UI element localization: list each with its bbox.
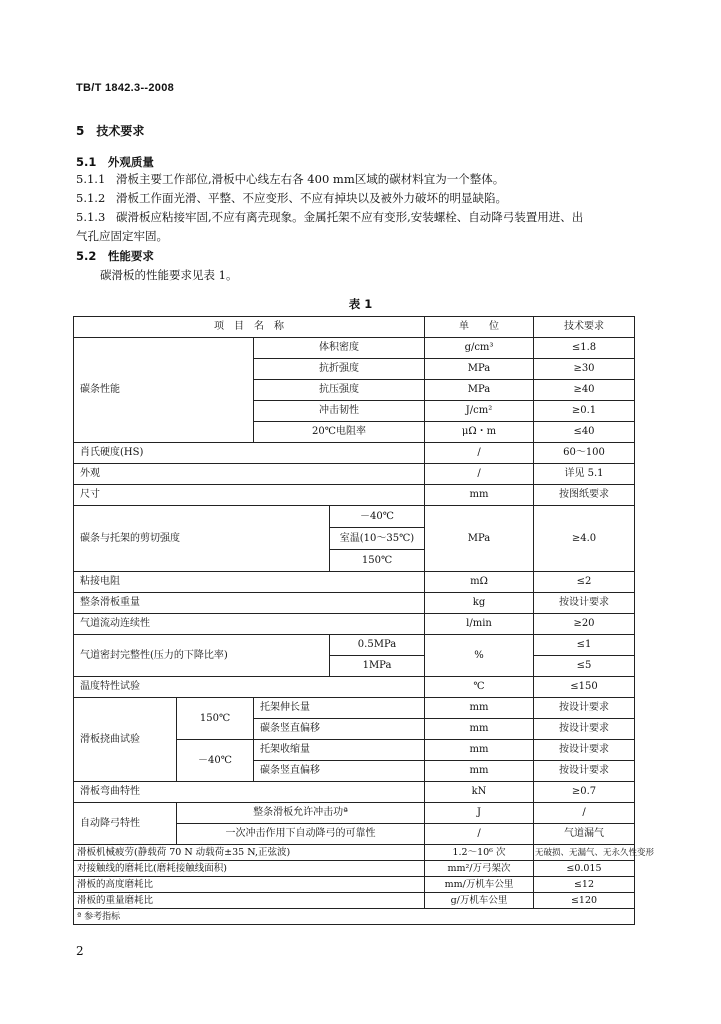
row-unit: mm/万机车公里 bbox=[425, 877, 534, 893]
clause-5-1-3 bbox=[76, 208, 666, 227]
row-unit: J bbox=[425, 803, 534, 824]
row-req: ≤120 bbox=[534, 893, 635, 909]
table-row bbox=[74, 572, 635, 593]
row-condition: 0.5MPa bbox=[330, 635, 425, 656]
row-name: 整条滑板重量 bbox=[74, 593, 425, 614]
row-req: 详见 5.1 bbox=[534, 464, 635, 485]
row-unit: l/min bbox=[425, 614, 534, 635]
table-row bbox=[74, 845, 635, 861]
table-header-row bbox=[74, 317, 635, 338]
row-unit: mm bbox=[425, 761, 534, 782]
row-name: 滑板弯曲特性 bbox=[74, 782, 425, 803]
header-unit: 单 位 bbox=[425, 317, 534, 338]
row-name: 滑板挠曲试验 bbox=[74, 698, 177, 782]
row-name: 粘接电阻 bbox=[74, 572, 425, 593]
clause-5-1-2 bbox=[76, 189, 656, 208]
table-footnote-row bbox=[74, 909, 635, 925]
row-name: 20℃电阻率 bbox=[254, 422, 425, 443]
row-req: ≤2 bbox=[534, 572, 635, 593]
row-condition: －40℃ bbox=[330, 506, 425, 528]
row-req: 按设计要求 bbox=[534, 761, 635, 782]
row-req: 按设计要求 bbox=[534, 719, 635, 740]
clause-5-1-1 bbox=[76, 170, 656, 189]
row-subname: 托架收缩量 bbox=[254, 740, 425, 761]
row-condition: 150℃ bbox=[330, 550, 425, 572]
row-condition: 室温(10～35℃) bbox=[330, 528, 425, 550]
row-req: 按设计要求 bbox=[534, 593, 635, 614]
row-name: 抗压强度 bbox=[254, 380, 425, 401]
row-req: 按设计要求 bbox=[534, 698, 635, 719]
header-requirement: 技术要求 bbox=[534, 317, 635, 338]
row-temperature: 150℃ bbox=[177, 698, 254, 740]
row-req: ≥0.7 bbox=[534, 782, 635, 803]
row-unit: MPa bbox=[425, 506, 534, 572]
row-name: 气道密封完整性(压力的下降比率) bbox=[74, 635, 330, 677]
row-unit: MPa bbox=[425, 380, 534, 401]
row-unit: / bbox=[425, 443, 534, 464]
row-temperature: －40℃ bbox=[177, 740, 254, 782]
row-req: ≥20 bbox=[534, 614, 635, 635]
row-subname: 整条滑板允许冲击功ª bbox=[177, 803, 425, 824]
row-req: 60～100 bbox=[534, 443, 635, 464]
row-unit: / bbox=[425, 464, 534, 485]
row-req: 气道漏气 bbox=[534, 824, 635, 845]
row-name: 自动降弓特性 bbox=[74, 803, 177, 845]
table-row bbox=[74, 464, 635, 485]
row-req: ≥30 bbox=[534, 359, 635, 380]
row-unit: 1.2～10⁶ 次 bbox=[425, 845, 534, 861]
table-row bbox=[74, 698, 635, 719]
table-row bbox=[74, 338, 635, 359]
row-subname: 一次冲击作用下自动降弓的可靠性 bbox=[177, 824, 425, 845]
row-subname: 碳条竖直偏移 bbox=[254, 719, 425, 740]
clause-text: 滑板工作面光滑、平整、不应变形、不应有掉块以及被外力破坏的明显缺陷。 bbox=[116, 191, 507, 205]
table-row bbox=[74, 877, 635, 893]
table-row bbox=[74, 485, 635, 506]
clause-number: 5.1.2 bbox=[76, 191, 106, 205]
requirements-table bbox=[73, 316, 655, 925]
row-unit: mm²/万弓架次 bbox=[425, 861, 534, 877]
row-unit: % bbox=[425, 635, 534, 677]
table-row bbox=[74, 443, 635, 464]
row-unit: mm bbox=[425, 698, 534, 719]
row-unit: J/cm² bbox=[425, 401, 534, 422]
header-item: 项 目 名 称 bbox=[74, 317, 425, 338]
section-5-2-title: 5.2 性能要求 bbox=[76, 249, 154, 263]
section-5-title: 5 技术要求 bbox=[76, 124, 145, 138]
row-name: 冲击韧性 bbox=[254, 401, 425, 422]
row-unit: mm bbox=[425, 485, 534, 506]
row-condition: 1MPa bbox=[330, 656, 425, 677]
row-unit: kg bbox=[425, 593, 534, 614]
row-name: 体积密度 bbox=[254, 338, 425, 359]
row-name: 滑板的高度磨耗比 bbox=[74, 877, 425, 893]
table-row bbox=[74, 614, 635, 635]
row-name: 滑板机械疲劳(静载荷 70 N 动载荷±35 N,正弦波) bbox=[74, 845, 425, 861]
table-row bbox=[74, 782, 635, 803]
row-unit: ℃ bbox=[425, 677, 534, 698]
row-req: ≤0.015 bbox=[534, 861, 635, 877]
row-unit: mm bbox=[425, 719, 534, 740]
row-req: ≤40 bbox=[534, 422, 635, 443]
row-req: ≤150 bbox=[534, 677, 635, 698]
row-name: 碳条与托架的剪切强度 bbox=[74, 506, 330, 572]
table-row bbox=[74, 803, 635, 824]
standard-header: TB/T 1842.3--2008 bbox=[76, 82, 175, 94]
table-caption: 表 1 bbox=[348, 297, 373, 311]
row-req: ≥0.1 bbox=[534, 401, 635, 422]
row-name: 滑板的重量磨耗比 bbox=[74, 893, 425, 909]
row-unit: mm bbox=[425, 740, 534, 761]
clause-number: 5.1.1 bbox=[76, 172, 106, 186]
row-name: 外观 bbox=[74, 464, 425, 485]
clause-number: 5.1.3 bbox=[76, 210, 106, 224]
row-unit: g/万机车公里 bbox=[425, 893, 534, 909]
row-req: 按设计要求 bbox=[534, 740, 635, 761]
row-name: 尺寸 bbox=[74, 485, 425, 506]
clause-5-1-3-cont: 气孔应固定牢固。 bbox=[76, 229, 168, 243]
group-label: 碳条性能 bbox=[74, 338, 254, 443]
row-req: / bbox=[534, 803, 635, 824]
clause-text: 滑板主要工作部位,滑板中心线左右各 400 mm区域的碳材料宜为一个整体。 bbox=[116, 172, 505, 186]
row-req: ≤12 bbox=[534, 877, 635, 893]
table-row bbox=[74, 893, 635, 909]
row-name: 对接触线的磨耗比(磨耗接触线面积) bbox=[74, 861, 425, 877]
section-5-2-intro: 碳滑板的性能要求见表 1。 bbox=[100, 268, 238, 282]
table-row bbox=[74, 635, 635, 656]
row-req: ≥40 bbox=[534, 380, 635, 401]
row-unit: g/cm³ bbox=[425, 338, 534, 359]
row-req: ≥4.0 bbox=[534, 506, 635, 572]
row-req: ≤1 bbox=[534, 635, 635, 656]
row-unit: μΩ・m bbox=[425, 422, 534, 443]
row-name: 抗折强度 bbox=[254, 359, 425, 380]
row-req: 按图纸要求 bbox=[534, 485, 635, 506]
table-row bbox=[74, 506, 635, 528]
table-row bbox=[74, 861, 635, 877]
row-req: ≤5 bbox=[534, 656, 635, 677]
row-unit: mΩ bbox=[425, 572, 534, 593]
row-subname: 托架伸长量 bbox=[254, 698, 425, 719]
page-number: 2 bbox=[76, 944, 84, 958]
table-row bbox=[74, 593, 635, 614]
row-subname: 碳条竖直偏移 bbox=[254, 761, 425, 782]
row-unit: MPa bbox=[425, 359, 534, 380]
row-name: 气道流动连续性 bbox=[74, 614, 425, 635]
table-row bbox=[74, 677, 635, 698]
table-footnote: ª 参考指标 bbox=[74, 909, 635, 925]
row-name: 肖氏硬度(HS) bbox=[74, 443, 425, 464]
row-req: 无破损、无漏气、无永久性变形 bbox=[534, 845, 635, 861]
section-5-1-title: 5.1 外观质量 bbox=[76, 155, 154, 169]
row-req: ≤1.8 bbox=[534, 338, 635, 359]
row-unit: kN bbox=[425, 782, 534, 803]
row-unit: / bbox=[425, 824, 534, 845]
clause-text: 碳滑板应粘接牢固,不应有离壳现象。金属托架不应有变形,安装螺栓、自动降弓装置用进、出 bbox=[116, 210, 584, 224]
row-name: 温度特性试验 bbox=[74, 677, 425, 698]
